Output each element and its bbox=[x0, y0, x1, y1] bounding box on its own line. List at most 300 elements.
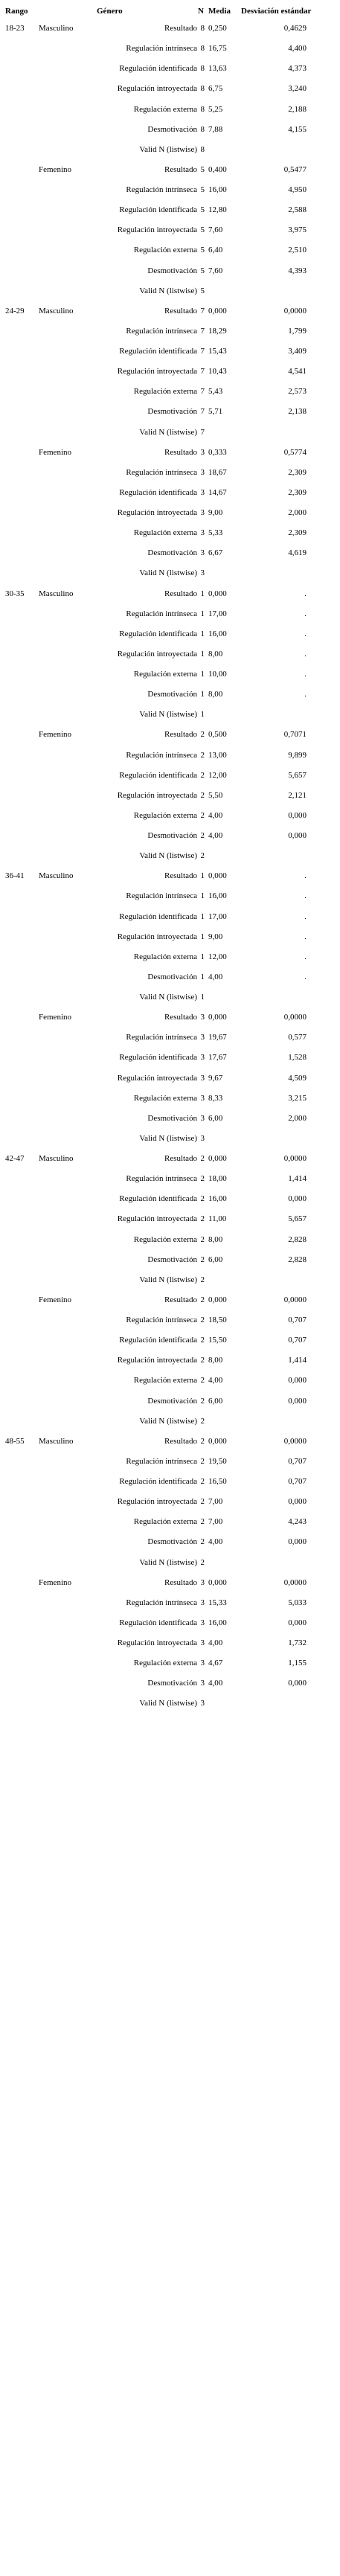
table-row bbox=[0, 1452, 340, 1472]
variable-cell: Resultado bbox=[164, 24, 197, 33]
media-cell: 17,00 bbox=[208, 911, 227, 921]
media-cell: 0,000 bbox=[208, 1154, 227, 1163]
n-cell: 3 bbox=[200, 1133, 205, 1143]
n-cell: 2 bbox=[200, 790, 205, 800]
media-cell: 0,000 bbox=[208, 589, 227, 598]
media-cell: 17,00 bbox=[208, 609, 227, 618]
n-cell: 8 bbox=[200, 44, 205, 54]
variable-cell: Resultado bbox=[164, 164, 197, 174]
n-cell: 2 bbox=[200, 1336, 205, 1345]
n-cell: 2 bbox=[200, 1214, 205, 1224]
desviacion-cell: 0,707 bbox=[288, 1316, 307, 1324]
variable-cell: Regulación introyectada bbox=[117, 367, 197, 377]
desviacion-cell bbox=[247, 1416, 307, 1426]
desviacion-cell: 0,0000 bbox=[283, 1013, 307, 1022]
variable-cell: Regulación identificada bbox=[119, 1053, 197, 1063]
desviacion-cell: 5,033 bbox=[288, 1598, 307, 1607]
table-row bbox=[0, 705, 340, 725]
table-row bbox=[0, 1472, 340, 1492]
desviacion-cell: 0,5477 bbox=[283, 164, 307, 174]
desviacion-cell: 1,155 bbox=[288, 1659, 307, 1668]
desviacion-cell: 0,0000 bbox=[283, 1577, 307, 1587]
n-cell: 3 bbox=[200, 487, 205, 497]
variable-cell: Regulación externa bbox=[133, 670, 197, 679]
variable-cell: Desmotivación bbox=[147, 548, 197, 558]
media-cell: 8,00 bbox=[208, 649, 223, 659]
genero-cell: Femenino bbox=[39, 1013, 71, 1022]
variable-cell: Regulación identificada bbox=[119, 770, 197, 780]
desviacion-cell bbox=[247, 1698, 307, 1708]
desviacion-cell: 2,309 bbox=[288, 467, 307, 477]
n-cell: 2 bbox=[200, 1537, 205, 1547]
rango-cell: 30-35 bbox=[5, 589, 25, 598]
table-row bbox=[0, 321, 340, 342]
desviacion-cell bbox=[247, 568, 307, 578]
table-row bbox=[0, 79, 340, 99]
genero-cell: Masculino bbox=[39, 1436, 74, 1446]
variable-cell: Regulación externa bbox=[133, 952, 197, 961]
variable-cell: Regulación identificada bbox=[119, 1618, 197, 1627]
n-cell: 1 bbox=[200, 710, 205, 720]
table-row bbox=[0, 1189, 340, 1209]
desviacion-cell: 0,000 bbox=[288, 1497, 307, 1507]
table-row bbox=[0, 503, 340, 523]
variable-cell: Valid N (listwise) bbox=[139, 568, 197, 578]
media-cell bbox=[208, 850, 244, 861]
n-cell: 2 bbox=[200, 750, 205, 760]
desviacion-cell: 0,707 bbox=[288, 1477, 307, 1486]
n-cell: 2 bbox=[200, 730, 205, 740]
table-row bbox=[0, 1673, 340, 1694]
variable-cell: Regulación identificada bbox=[119, 629, 197, 638]
desviacion-cell: . bbox=[304, 649, 307, 659]
desviacion-cell: . bbox=[304, 670, 307, 679]
desviacion-cell: 0,4629 bbox=[283, 24, 307, 33]
desviacion-cell: 3,409 bbox=[288, 347, 307, 356]
table-row bbox=[0, 584, 340, 604]
n-cell: 3 bbox=[200, 1638, 205, 1647]
desviacion-cell: 0,5774 bbox=[283, 447, 307, 457]
n-cell: 5 bbox=[200, 246, 205, 255]
genero-cell: Masculino bbox=[39, 1154, 74, 1163]
table-row bbox=[0, 240, 340, 260]
n-cell: 7 bbox=[200, 306, 205, 315]
table-row bbox=[0, 725, 340, 745]
table-row bbox=[0, 160, 340, 180]
header-n: N bbox=[198, 7, 204, 16]
media-cell bbox=[208, 427, 244, 438]
media-cell: 10,00 bbox=[208, 670, 227, 679]
n-cell: 3 bbox=[200, 508, 205, 517]
table-row bbox=[0, 866, 340, 886]
media-cell: 8,00 bbox=[208, 1356, 223, 1365]
variable-cell: Regulación externa bbox=[133, 1234, 197, 1244]
genero-cell: Femenino bbox=[39, 1577, 71, 1587]
table-row bbox=[0, 342, 340, 362]
desviacion-cell: 0,707 bbox=[288, 1456, 307, 1466]
n-cell: 3 bbox=[200, 1053, 205, 1063]
genero-cell: Femenino bbox=[39, 164, 71, 174]
variable-cell: Regulación identificada bbox=[119, 1477, 197, 1486]
desviacion-cell bbox=[247, 144, 307, 155]
table-row bbox=[0, 1007, 340, 1028]
media-cell: 11,00 bbox=[208, 1214, 227, 1224]
media-cell: 14,67 bbox=[208, 487, 227, 497]
media-cell bbox=[208, 1275, 244, 1285]
table-row bbox=[0, 1653, 340, 1673]
table-row bbox=[0, 604, 340, 624]
n-cell: 3 bbox=[200, 467, 205, 477]
header-genero: Género bbox=[97, 7, 123, 16]
variable-cell: Regulación identificada bbox=[119, 1336, 197, 1345]
desviacion-cell: 0,0000 bbox=[283, 1295, 307, 1304]
desviacion-cell: . bbox=[304, 871, 307, 881]
desviacion-cell: 2,588 bbox=[288, 205, 307, 215]
variable-cell: Valid N (listwise) bbox=[139, 1557, 197, 1567]
desviacion-cell bbox=[247, 1557, 307, 1568]
n-cell: 3 bbox=[200, 1093, 205, 1103]
n-cell: 2 bbox=[200, 1436, 205, 1446]
n-cell: 3 bbox=[200, 1618, 205, 1627]
n-cell: 8 bbox=[200, 24, 205, 33]
desviacion-cell: 0,000 bbox=[288, 1194, 307, 1204]
media-cell: 9,00 bbox=[208, 932, 223, 941]
rango-cell: 48-55 bbox=[5, 1436, 25, 1446]
n-cell: 3 bbox=[200, 1598, 205, 1607]
table-row bbox=[0, 1230, 340, 1250]
table-row bbox=[0, 967, 340, 987]
variable-cell: Desmotivación bbox=[147, 1679, 197, 1688]
media-cell: 4,00 bbox=[208, 1537, 223, 1547]
table-row bbox=[0, 1492, 340, 1512]
variable-cell: Valid N (listwise) bbox=[139, 1416, 197, 1426]
variable-cell: Desmotivación bbox=[147, 407, 197, 417]
table-row bbox=[0, 1270, 340, 1290]
variable-cell: Regulación introyectada bbox=[117, 225, 197, 235]
desviacion-cell: 2,828 bbox=[288, 1255, 307, 1264]
variable-cell: Resultado bbox=[164, 589, 197, 598]
table-row bbox=[0, 39, 340, 59]
desviacion-cell: 3,240 bbox=[288, 84, 307, 94]
table-row bbox=[0, 685, 340, 705]
n-cell: 7 bbox=[200, 387, 205, 397]
variable-cell: Regulación identificada bbox=[119, 1194, 197, 1204]
n-cell: 5 bbox=[200, 225, 205, 235]
n-cell: 7 bbox=[200, 326, 205, 336]
desviacion-cell bbox=[247, 1275, 307, 1285]
n-cell: 3 bbox=[200, 548, 205, 558]
table-row bbox=[0, 1129, 340, 1149]
n-cell: 8 bbox=[200, 144, 205, 154]
table-row bbox=[0, 443, 340, 463]
desviacion-cell: 0,707 bbox=[288, 1336, 307, 1345]
media-cell bbox=[208, 1416, 244, 1426]
media-cell: 4,67 bbox=[208, 1659, 223, 1668]
n-cell: 2 bbox=[200, 1557, 205, 1567]
table-row bbox=[0, 1633, 340, 1653]
desviacion-cell: 0,7071 bbox=[283, 730, 307, 740]
variable-cell: Resultado bbox=[164, 871, 197, 881]
desviacion-cell: 2,309 bbox=[288, 487, 307, 497]
media-cell: 0,000 bbox=[208, 871, 227, 881]
table-row bbox=[0, 1553, 340, 1573]
table-row bbox=[0, 927, 340, 947]
table-row bbox=[0, 220, 340, 240]
header-desviacion-estandar: Desviación estándar bbox=[241, 7, 312, 16]
variable-cell: Regulación intrínseca bbox=[126, 185, 197, 194]
table-row bbox=[0, 907, 340, 927]
table-row bbox=[0, 1310, 340, 1330]
media-cell: 19,50 bbox=[208, 1456, 227, 1466]
media-cell: 4,00 bbox=[208, 1679, 223, 1688]
desviacion-cell: . bbox=[304, 609, 307, 618]
desviacion-cell: 1,414 bbox=[288, 1174, 307, 1184]
media-cell: 16,00 bbox=[208, 629, 227, 638]
media-cell: 4,00 bbox=[208, 972, 223, 981]
n-cell: 7 bbox=[200, 427, 205, 437]
n-cell: 2 bbox=[200, 810, 205, 820]
media-cell: 9,00 bbox=[208, 508, 223, 517]
table-row bbox=[0, 1330, 340, 1351]
media-cell bbox=[208, 1557, 244, 1568]
table-row bbox=[0, 140, 340, 160]
media-cell: 0,000 bbox=[208, 1295, 227, 1304]
variable-cell: Regulación introyectada bbox=[117, 84, 197, 94]
variable-cell: Desmotivación bbox=[147, 831, 197, 840]
table-row bbox=[0, 1694, 340, 1714]
variable-cell: Regulación externa bbox=[133, 528, 197, 538]
table-row bbox=[0, 1532, 340, 1552]
variable-cell: Desmotivación bbox=[147, 1537, 197, 1547]
table-row bbox=[0, 1068, 340, 1089]
media-cell bbox=[208, 568, 244, 578]
desviacion-cell bbox=[247, 709, 307, 720]
media-cell: 12,00 bbox=[208, 770, 227, 780]
desviacion-cell: 4,393 bbox=[288, 266, 307, 275]
desviacion-cell: 4,950 bbox=[288, 185, 307, 194]
rango-cell: 18-23 bbox=[5, 24, 25, 33]
table-row bbox=[0, 120, 340, 140]
media-cell bbox=[208, 992, 244, 1002]
desviacion-cell: 4,541 bbox=[288, 367, 307, 377]
variable-cell: Desmotivación bbox=[147, 690, 197, 699]
n-cell: 5 bbox=[200, 286, 205, 295]
variable-cell: Regulación externa bbox=[133, 104, 197, 114]
table-row bbox=[0, 1412, 340, 1432]
media-cell: 4,00 bbox=[208, 831, 223, 840]
table-row bbox=[0, 746, 340, 766]
desviacion-cell: 2,000 bbox=[288, 1113, 307, 1123]
media-cell: 8,33 bbox=[208, 1093, 223, 1103]
table-row bbox=[0, 563, 340, 583]
table-row bbox=[0, 100, 340, 120]
variable-cell: Regulación externa bbox=[133, 387, 197, 397]
media-cell: 16,00 bbox=[208, 891, 227, 901]
desviacion-cell bbox=[247, 1133, 307, 1144]
n-cell: 2 bbox=[200, 1316, 205, 1324]
media-cell: 16,00 bbox=[208, 1618, 227, 1627]
table-row bbox=[0, 886, 340, 906]
desviacion-cell bbox=[247, 850, 307, 861]
table-row bbox=[0, 766, 340, 786]
n-cell: 1 bbox=[200, 649, 205, 659]
table-row bbox=[0, 523, 340, 543]
desviacion-cell: 0,0000 bbox=[283, 1436, 307, 1446]
media-cell: 5,71 bbox=[208, 407, 223, 417]
variable-cell: Regulación intrínseca bbox=[126, 1033, 197, 1042]
n-cell: 3 bbox=[200, 1073, 205, 1083]
n-cell: 3 bbox=[200, 528, 205, 538]
n-cell: 1 bbox=[200, 871, 205, 881]
media-cell: 6,00 bbox=[208, 1396, 223, 1406]
desviacion-cell: 2,309 bbox=[288, 528, 307, 538]
media-cell: 6,40 bbox=[208, 246, 223, 255]
table-row bbox=[0, 786, 340, 806]
genero-cell: Masculino bbox=[39, 589, 74, 598]
variable-cell: Resultado bbox=[164, 1013, 197, 1022]
media-cell: 0,000 bbox=[208, 1577, 227, 1587]
desviacion-cell: 4,509 bbox=[288, 1073, 307, 1083]
media-cell: 5,50 bbox=[208, 790, 223, 800]
genero-cell: Masculino bbox=[39, 306, 74, 315]
media-cell: 18,00 bbox=[208, 1174, 227, 1184]
desviacion-cell: 2,000 bbox=[288, 508, 307, 517]
variable-cell: Regulación externa bbox=[133, 1659, 197, 1668]
variable-cell: Regulación identificada bbox=[119, 347, 197, 356]
variable-cell: Regulación introyectada bbox=[117, 1497, 197, 1507]
n-cell: 2 bbox=[200, 1376, 205, 1385]
media-cell: 5,33 bbox=[208, 528, 223, 538]
n-cell: 1 bbox=[200, 891, 205, 901]
n-cell: 2 bbox=[200, 1295, 205, 1304]
variable-cell: Regulación intrínseca bbox=[126, 44, 197, 54]
media-cell: 18,29 bbox=[208, 326, 227, 336]
table-row bbox=[0, 281, 340, 301]
desviacion-cell: 0,577 bbox=[288, 1033, 307, 1042]
genero-cell: Masculino bbox=[39, 24, 74, 33]
n-cell: 5 bbox=[200, 205, 205, 215]
variable-cell: Valid N (listwise) bbox=[139, 427, 197, 437]
n-cell: 2 bbox=[200, 1194, 205, 1204]
n-cell: 3 bbox=[200, 1113, 205, 1123]
media-cell: 6,67 bbox=[208, 548, 223, 558]
table-row bbox=[0, 1573, 340, 1593]
desviacion-cell: 2,138 bbox=[288, 407, 307, 417]
desviacion-cell: 1,528 bbox=[288, 1053, 307, 1063]
table-row bbox=[0, 1209, 340, 1229]
table-row bbox=[0, 987, 340, 1007]
media-cell: 0,000 bbox=[208, 1436, 227, 1446]
media-cell: 5,43 bbox=[208, 387, 223, 397]
desviacion-cell: 0,000 bbox=[288, 1376, 307, 1385]
n-cell: 1 bbox=[200, 932, 205, 941]
table-row bbox=[0, 664, 340, 685]
variable-cell: Regulación intrínseca bbox=[126, 1456, 197, 1466]
header-media: Media bbox=[208, 7, 231, 16]
n-cell: 2 bbox=[200, 1517, 205, 1527]
table-row bbox=[0, 402, 340, 422]
variable-cell: Desmotivación bbox=[147, 266, 197, 275]
media-cell bbox=[208, 709, 244, 720]
rango-cell: 24-29 bbox=[5, 306, 25, 315]
n-cell: 3 bbox=[200, 1659, 205, 1668]
table-row bbox=[0, 1109, 340, 1129]
table-row bbox=[0, 1593, 340, 1613]
variable-cell: Valid N (listwise) bbox=[139, 993, 197, 1002]
variable-cell: Regulación intrínseca bbox=[126, 1174, 197, 1184]
genero-cell: Femenino bbox=[39, 1295, 71, 1304]
rango-cell: 36-41 bbox=[5, 871, 25, 881]
variable-cell: Regulación introyectada bbox=[117, 1638, 197, 1647]
media-cell: 0,333 bbox=[208, 447, 227, 457]
media-cell: 6,75 bbox=[208, 84, 223, 94]
desviacion-cell: 9,899 bbox=[288, 750, 307, 760]
n-cell: 3 bbox=[200, 1679, 205, 1688]
desviacion-cell: . bbox=[304, 589, 307, 598]
variable-cell: Desmotivación bbox=[147, 1396, 197, 1406]
n-cell: 8 bbox=[200, 64, 205, 74]
variable-cell: Regulación introyectada bbox=[117, 790, 197, 800]
desviacion-cell bbox=[247, 286, 307, 296]
n-cell: 8 bbox=[200, 124, 205, 134]
n-cell: 2 bbox=[200, 1456, 205, 1466]
variable-cell: Regulación externa bbox=[133, 1517, 197, 1527]
desviacion-cell: 4,243 bbox=[288, 1517, 307, 1527]
media-cell: 18,67 bbox=[208, 467, 227, 477]
variable-cell: Regulación intrínseca bbox=[126, 750, 197, 760]
table-row bbox=[0, 301, 340, 321]
table-row bbox=[0, 624, 340, 644]
media-cell: 9,67 bbox=[208, 1073, 223, 1083]
table-row bbox=[0, 483, 340, 503]
n-cell: 1 bbox=[200, 609, 205, 618]
n-cell: 5 bbox=[200, 185, 205, 194]
media-cell: 0,500 bbox=[208, 730, 227, 740]
n-cell: 1 bbox=[200, 993, 205, 1002]
n-cell: 2 bbox=[200, 831, 205, 840]
table-row bbox=[0, 806, 340, 826]
desviacion-cell: 1,414 bbox=[288, 1356, 307, 1365]
variable-cell: Regulación introyectada bbox=[117, 1356, 197, 1365]
n-cell: 2 bbox=[200, 1497, 205, 1507]
media-cell bbox=[208, 1133, 244, 1144]
desviacion-cell: . bbox=[304, 972, 307, 981]
media-cell bbox=[208, 144, 244, 155]
n-cell: 2 bbox=[200, 1477, 205, 1486]
table-row bbox=[0, 1169, 340, 1189]
table-row bbox=[0, 1089, 340, 1109]
variable-cell: Valid N (listwise) bbox=[139, 1699, 197, 1708]
desviacion-cell: . bbox=[304, 891, 307, 901]
desviacion-cell: 4,373 bbox=[288, 64, 307, 74]
media-cell: 16,75 bbox=[208, 44, 227, 54]
media-cell bbox=[208, 1698, 244, 1708]
n-cell: 2 bbox=[200, 1234, 205, 1244]
variable-cell: Resultado bbox=[164, 1577, 197, 1587]
media-cell: 7,88 bbox=[208, 124, 223, 134]
desviacion-cell: 4,400 bbox=[288, 44, 307, 54]
variable-cell: Valid N (listwise) bbox=[139, 851, 197, 861]
n-cell: 2 bbox=[200, 1255, 205, 1264]
variable-cell: Resultado bbox=[164, 447, 197, 457]
variable-cell: Regulación intrínseca bbox=[126, 467, 197, 477]
genero-cell: Femenino bbox=[39, 730, 71, 740]
n-cell: 3 bbox=[200, 1699, 205, 1708]
variable-cell: Resultado bbox=[164, 1295, 197, 1304]
desviacion-cell: 2,510 bbox=[288, 246, 307, 255]
n-cell: 3 bbox=[200, 447, 205, 457]
media-cell: 13,00 bbox=[208, 750, 227, 760]
